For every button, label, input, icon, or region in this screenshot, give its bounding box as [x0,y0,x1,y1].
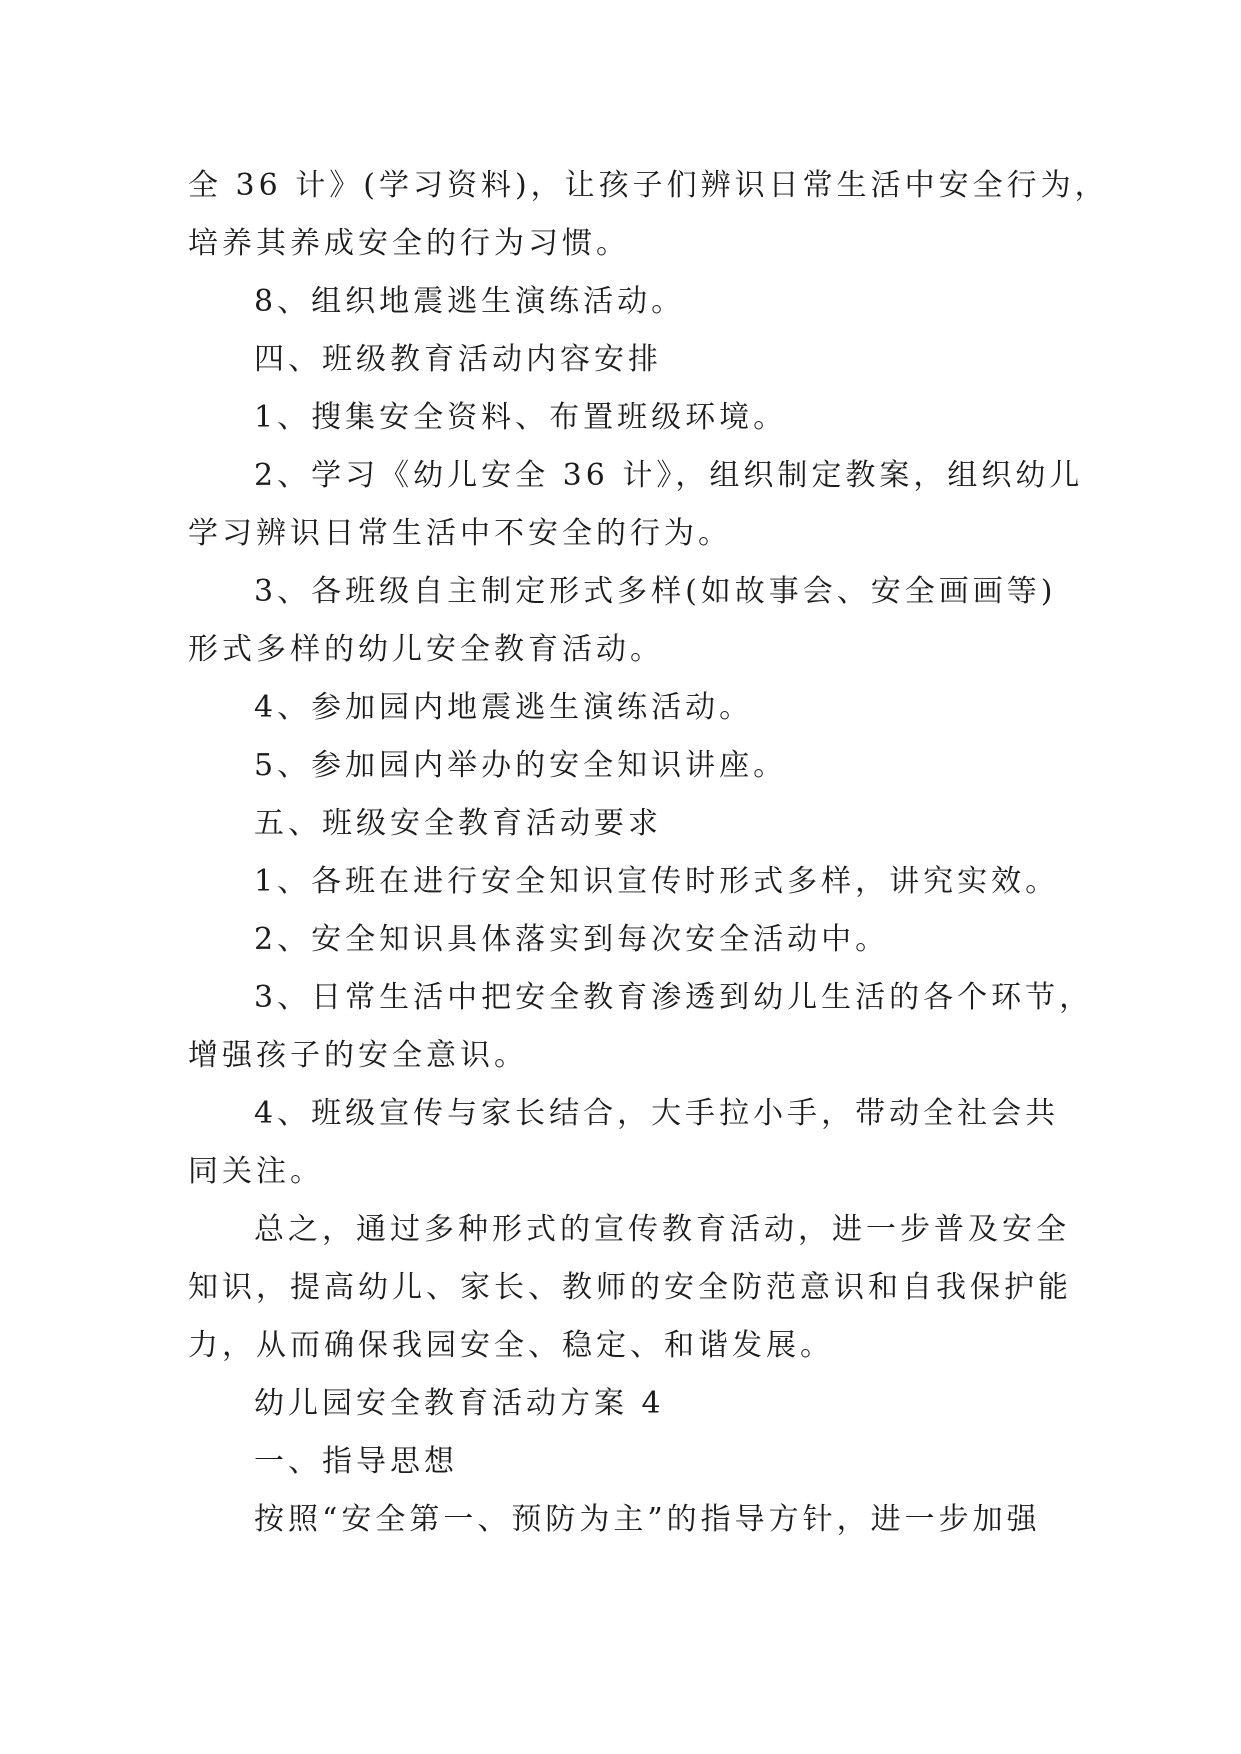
text-line: 3、日常生活中把安全教育渗透到幼儿生活的各个环节， [254,980,1094,1015]
section-heading: 五、班级安全教育活动要求 [254,806,662,841]
text-line: 学习辨识日常生活中不安全的行为。 [188,516,732,551]
text-line: 4、参加园内地震逃生演练活动。 [254,690,754,725]
text-line: 形式多样的幼儿安全教育活动。 [188,632,664,667]
text-line: 增强孩子的安全意识。 [188,1038,528,1073]
text-line: 培养其养成安全的行为习惯。 [188,226,630,261]
text-line: 同关注。 [188,1154,324,1189]
section-heading: 一、指导思想 [254,1444,458,1479]
text-line: 8、组织地震逃生演练活动。 [254,284,686,319]
section-heading: 四、班级教育活动内容安排 [254,342,662,377]
text-line: 全 36 计》(学习资料)，让孩子们辨识日常生活中安全行为， [188,168,1109,203]
text-line: 按照“安全第一、预防为主”的指导方针，进一步加强 [254,1502,1041,1537]
text-line: 5、参加园内举办的安全知识讲座。 [254,748,788,783]
text-line: 3、各班级自主制定形式多样(如故事会、安全画画等) [254,574,1057,609]
text-line: 1、搜集安全资料、布置班级环境。 [254,400,788,435]
text-line: 知识，提高幼儿、家长、教师的安全防范意识和自我保护能 [188,1270,1072,1305]
text-line: 4、班级宣传与家长结合，大手拉小手，带动全社会共 [254,1096,1060,1131]
text-line: 1、各班在进行安全知识宣传时形式多样，讲究实效。 [254,864,1060,899]
text-line: 2、学习《幼儿安全 36 计》，组织制定教案，组织幼儿 [254,458,1084,493]
text-line: 力，从而确保我园安全、稳定、和谐发展。 [188,1328,834,1363]
text-line: 总之，通过多种形式的宣传教育活动，进一步普及安全 [254,1212,1070,1247]
text-line: 2、安全知识具体落实到每次安全活动中。 [254,922,890,957]
document-title: 幼儿园安全教育活动方案 4 [254,1386,665,1421]
